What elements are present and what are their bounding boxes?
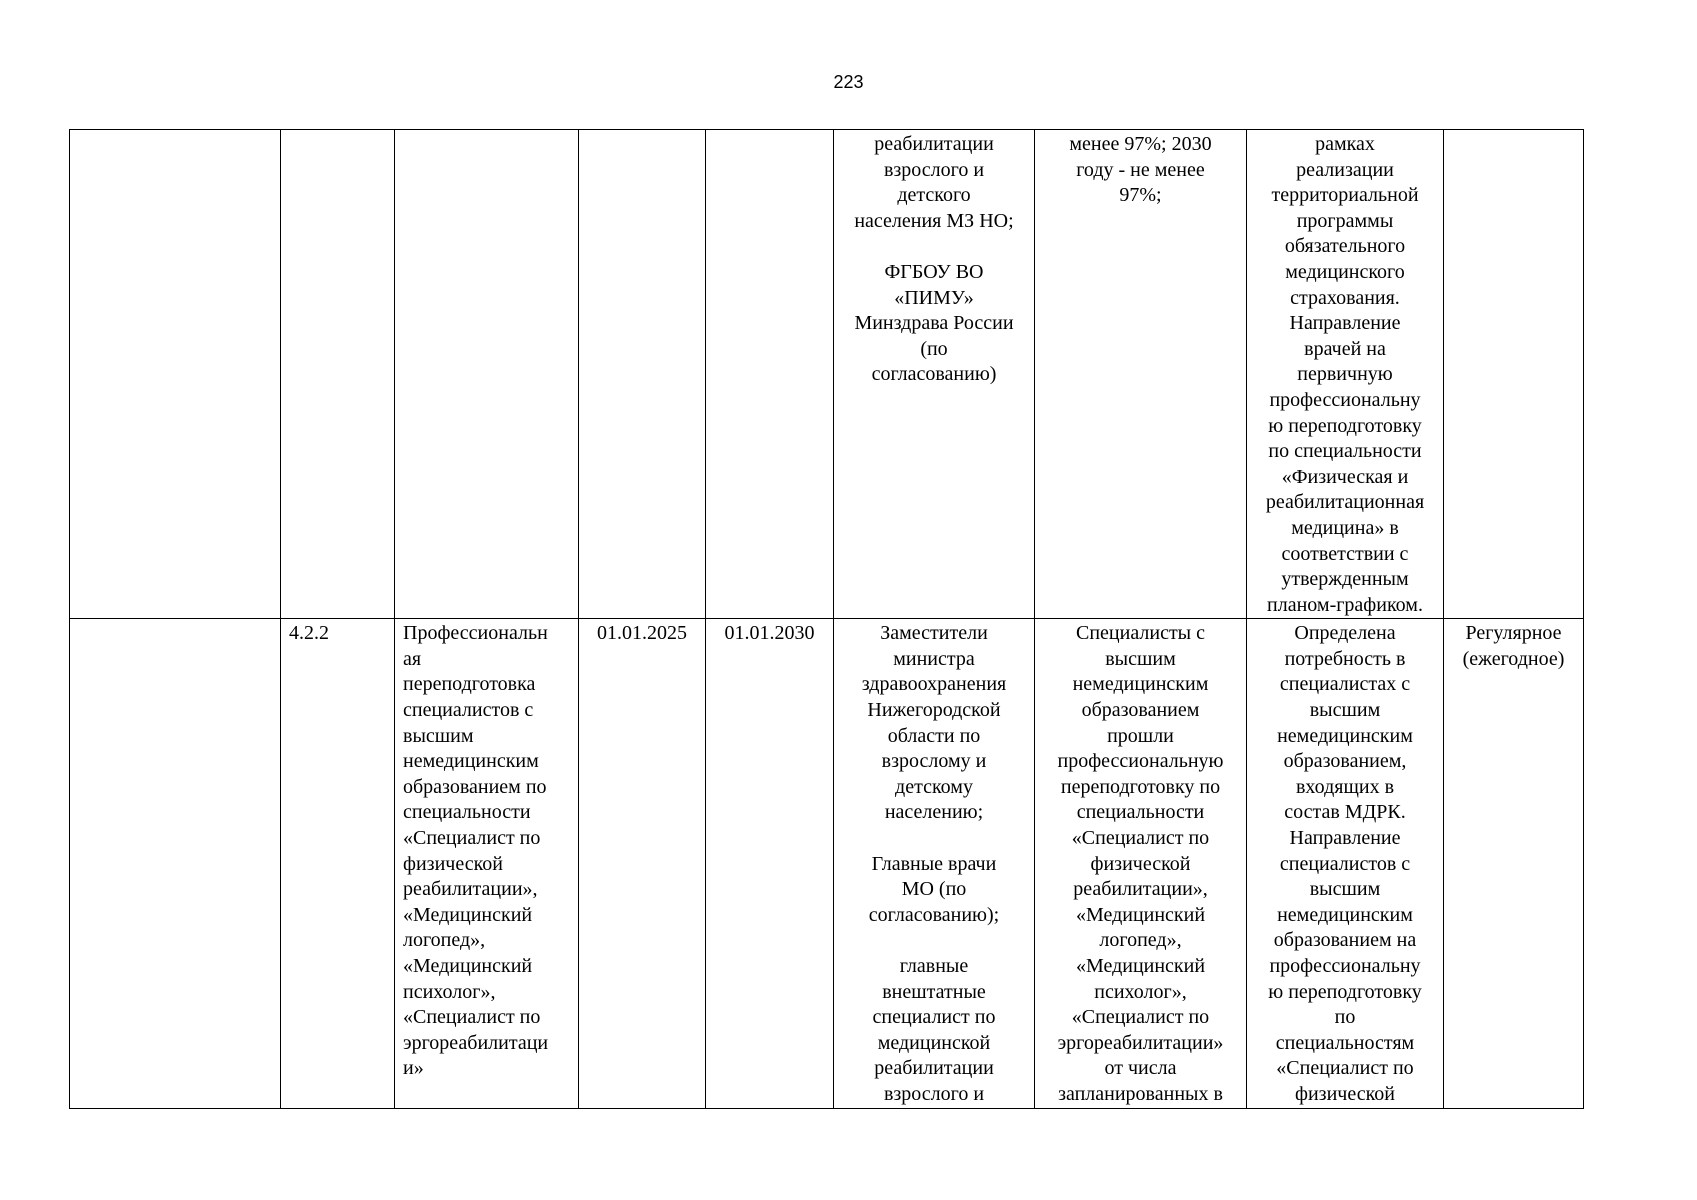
responsible-text: Главные врачи МО (по согласованию); <box>868 852 1000 926</box>
frequency-cell <box>1444 619 1584 1108</box>
indicator-cell <box>1035 130 1247 619</box>
indicator-cell <box>1035 619 1247 1108</box>
responsible-text: ФГБОУ ВО «ПИМУ» Минздрава России (по согласованию) <box>854 260 1014 386</box>
row-number-cell <box>70 619 281 1108</box>
activity-name: Профессиональн ая переподготовка специалистов с высшим немедицинским образованием по специальности «Специалист по физической реабилитации», «Медицинский логопед», «Медицинский психолог», «Специалист по эргореабилитаци и» <box>403 622 549 1080</box>
item-number: 4.2.2 <box>289 622 329 645</box>
row-index-cell <box>281 130 395 619</box>
indicator-text: менее 97%; 2030 году - не менее 97%; <box>1069 133 1212 207</box>
responsible-cell <box>834 619 1035 1108</box>
plan-table <box>69 129 1584 1109</box>
row-index-cell <box>281 619 395 1108</box>
responsible-cell <box>834 130 1035 619</box>
result-text: рамках реализации территориальной программы обязательного медицинского страхования. Направление врачей на первичную профессиональну ю переподготовку по специальности «Физическая и реабилитационная медицина» в соответствии с утвержденным планом-графиком. <box>1265 133 1425 616</box>
activity-name-cell <box>395 130 579 619</box>
table-row <box>70 130 1584 619</box>
end-date: 01.01.2030 <box>724 622 815 645</box>
start-date-cell <box>579 619 706 1108</box>
result-cell <box>1247 619 1444 1108</box>
result-cell <box>1247 130 1444 619</box>
indicator-text: Специалисты с высшим немедицинским образованием прошли профессиональную переподготовку по специальности «Специалист по физической реабилитации», «Медицинский логопед», «Медицинский психолог», «Специалист по эргореабилитации» от числа запланированных в <box>1057 622 1224 1105</box>
page-number: 223 <box>833 72 864 92</box>
frequency-text: Регулярное (ежегодное) <box>1462 622 1565 670</box>
responsible-text: реабилитации взрослого и детского населения МЗ НО; <box>854 133 1014 232</box>
responsible-text: Заместители министра здравоохранения Нижегородской области по взрослому и детскому населению; <box>861 622 1007 824</box>
responsible-text: главные внештатные специалист по медицинской реабилитации взрослого и <box>872 955 996 1105</box>
row-number-cell <box>70 130 281 619</box>
frequency-cell <box>1444 130 1584 619</box>
end-date-cell <box>706 619 834 1108</box>
end-date-cell <box>706 130 834 619</box>
table-row <box>70 619 1584 1108</box>
result-text: Определена потребность в специалистах с высшим немедицинским образованием, входящих в состав МДРК. Направление специалистов с высшим немедицинским образованием на профессиональну ю переподготовку по специальностям «Специалист по физической <box>1268 622 1422 1105</box>
activity-name-cell <box>395 619 579 1108</box>
start-date-cell <box>579 130 706 619</box>
start-date: 01.01.2025 <box>597 622 687 645</box>
